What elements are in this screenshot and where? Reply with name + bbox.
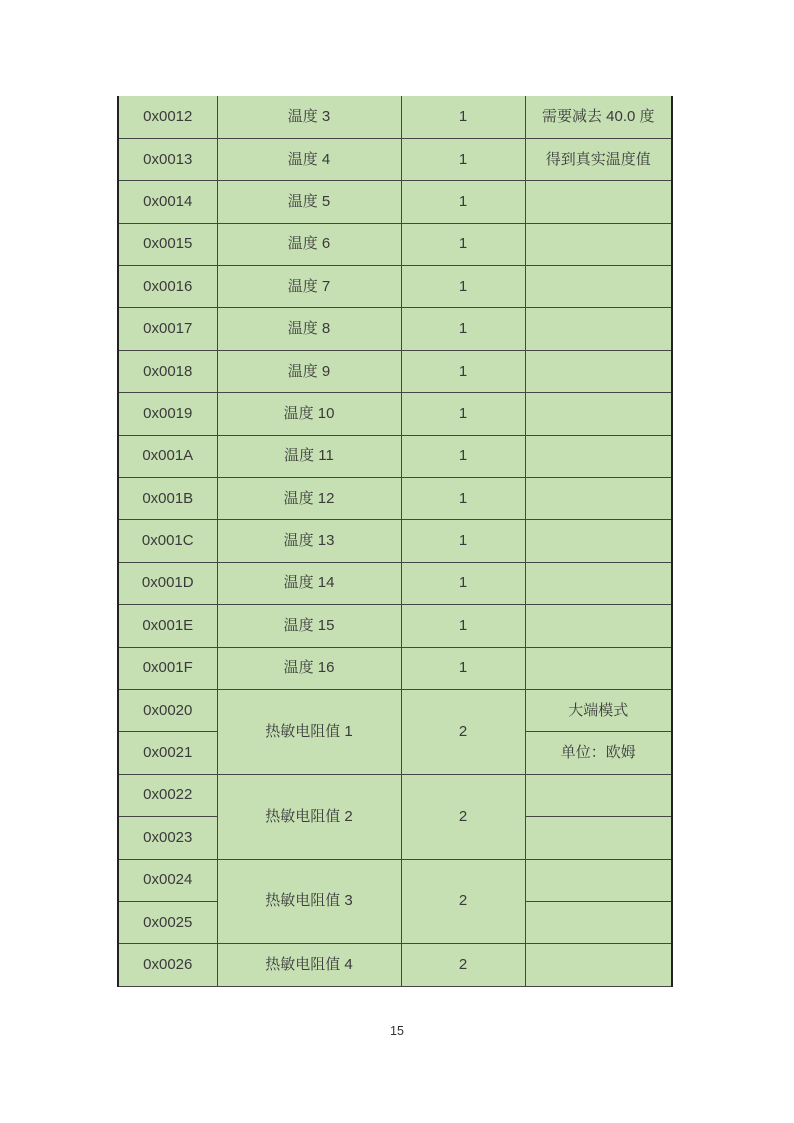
address-cell: 0x0020 xyxy=(118,689,217,731)
note-cell xyxy=(525,350,672,392)
note-cell xyxy=(525,817,672,859)
table-row xyxy=(118,478,672,520)
address-cell: 0x0016 xyxy=(118,266,217,308)
count-cell: 1 xyxy=(401,223,525,265)
count-cell: 1 xyxy=(401,393,525,435)
address-cell: 0x0015 xyxy=(118,223,217,265)
count-cell: 1 xyxy=(401,96,525,138)
address-cell: 0x0012 xyxy=(118,96,217,138)
table-row xyxy=(118,435,672,477)
table-row xyxy=(118,562,672,604)
table-row xyxy=(118,181,672,223)
name-cell: 热敏电阻值 2 xyxy=(217,774,401,859)
note-cell xyxy=(525,901,672,943)
note-cell xyxy=(525,774,672,816)
table-row xyxy=(118,138,672,180)
address-cell: 0x0024 xyxy=(118,859,217,901)
address-cell: 0x001B xyxy=(118,478,217,520)
note-cell xyxy=(525,393,672,435)
address-cell: 0x001A xyxy=(118,435,217,477)
table-row xyxy=(118,266,672,308)
count-cell: 1 xyxy=(401,181,525,223)
count-cell: 1 xyxy=(401,308,525,350)
address-cell: 0x0026 xyxy=(118,944,217,986)
name-cell: 温度 6 xyxy=(217,223,401,265)
count-cell: 2 xyxy=(401,774,525,859)
name-cell: 热敏电阻值 4 xyxy=(217,944,401,986)
count-cell: 1 xyxy=(401,647,525,689)
table-row xyxy=(118,520,672,562)
count-cell: 1 xyxy=(401,478,525,520)
note-cell xyxy=(525,435,672,477)
address-cell: 0x001E xyxy=(118,605,217,647)
name-cell: 热敏电阻值 3 xyxy=(217,859,401,944)
name-cell: 温度 12 xyxy=(217,478,401,520)
note-cell xyxy=(525,944,672,986)
note-cell xyxy=(525,520,672,562)
table-row xyxy=(118,689,672,731)
name-cell: 温度 13 xyxy=(217,520,401,562)
note-cell xyxy=(525,562,672,604)
name-cell: 温度 4 xyxy=(217,138,401,180)
name-cell: 温度 8 xyxy=(217,308,401,350)
count-cell: 2 xyxy=(401,859,525,944)
count-cell: 1 xyxy=(401,605,525,647)
note-cell xyxy=(525,647,672,689)
page-number: 15 xyxy=(390,1024,404,1038)
address-cell: 0x0023 xyxy=(118,817,217,859)
name-cell: 温度 3 xyxy=(217,96,401,138)
table-row xyxy=(118,96,672,138)
address-cell: 0x001D xyxy=(118,562,217,604)
count-cell: 1 xyxy=(401,435,525,477)
table-row xyxy=(118,647,672,689)
name-cell: 温度 7 xyxy=(217,266,401,308)
address-cell: 0x0017 xyxy=(118,308,217,350)
note-cell xyxy=(525,266,672,308)
address-cell: 0x0019 xyxy=(118,393,217,435)
count-cell: 2 xyxy=(401,689,525,774)
table-row xyxy=(118,350,672,392)
table-row xyxy=(118,859,672,901)
count-cell: 1 xyxy=(401,520,525,562)
address-cell: 0x001C xyxy=(118,520,217,562)
count-cell: 1 xyxy=(401,266,525,308)
address-cell: 0x001F xyxy=(118,647,217,689)
address-cell: 0x0025 xyxy=(118,901,217,943)
table-row xyxy=(118,308,672,350)
table-row xyxy=(118,774,672,816)
address-cell: 0x0018 xyxy=(118,350,217,392)
table-row xyxy=(118,605,672,647)
table-row xyxy=(118,393,672,435)
note-cell xyxy=(525,859,672,901)
address-cell: 0x0022 xyxy=(118,774,217,816)
note-cell xyxy=(525,308,672,350)
name-cell: 温度 10 xyxy=(217,393,401,435)
count-cell: 2 xyxy=(401,944,525,986)
name-cell: 温度 9 xyxy=(217,350,401,392)
name-cell: 温度 5 xyxy=(217,181,401,223)
count-cell: 1 xyxy=(401,138,525,180)
address-cell: 0x0014 xyxy=(118,181,217,223)
note-cell xyxy=(525,223,672,265)
address-cell: 0x0013 xyxy=(118,138,217,180)
table-row xyxy=(118,223,672,265)
name-cell: 温度 16 xyxy=(217,647,401,689)
count-cell: 1 xyxy=(401,562,525,604)
note-cell: 大端模式 xyxy=(525,689,672,731)
name-cell: 温度 15 xyxy=(217,605,401,647)
name-cell: 温度 11 xyxy=(217,435,401,477)
count-cell: 1 xyxy=(401,350,525,392)
note-cell: 需要减去 40.0 度 xyxy=(525,96,672,138)
register-table xyxy=(117,96,673,987)
name-cell: 温度 14 xyxy=(217,562,401,604)
address-cell: 0x0021 xyxy=(118,732,217,774)
table-row xyxy=(118,944,672,986)
name-cell: 热敏电阻值 1 xyxy=(217,689,401,774)
note-cell xyxy=(525,605,672,647)
note-cell xyxy=(525,478,672,520)
note-cell: 单位：欧姆 xyxy=(525,732,672,774)
note-cell: 得到真实温度值 xyxy=(525,138,672,180)
note-cell xyxy=(525,181,672,223)
